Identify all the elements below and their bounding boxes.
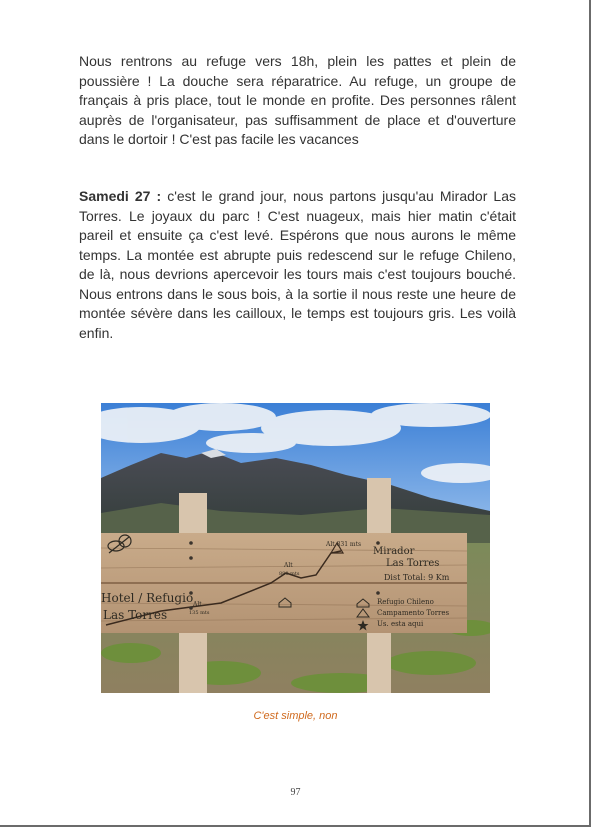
sign-legend3: Us. esta aqui bbox=[377, 620, 424, 628]
day-heading: Samedi 27 : bbox=[79, 188, 162, 204]
sign-legend2: Campamento Torres bbox=[377, 609, 450, 617]
sign-alt1-value: 135 mts bbox=[189, 610, 210, 616]
sign-right-line2: Las Torres bbox=[386, 558, 440, 569]
sign-left-line2: Las Torres bbox=[103, 608, 168, 622]
sign-legend1: Refugio Chileno bbox=[377, 598, 434, 606]
sign-right-line1: Mirador bbox=[373, 546, 415, 557]
paragraph-samedi-text: c'est le grand jour, nous partons jusqu'au Mirador Las Torres. Le joyaux du parc ! C'est nuageux, mais hier matin c'était pareil et ensuite ça c'est levé. Espérons que nous aurons le même temps. La montée est abrupte puis redescend sur le refuge Chileno, de là, nous devrions apercevoir les tours mais c'est toujours bouché. Nous entrons dans le sous bois, à la sortie il nous reste une heure de montée sévère dans les cailloux, le temps est toujours gris. Les voilà enfin. bbox=[79, 188, 516, 341]
paragraph-refuge: Nous rentrons au refuge vers 18h, plein les pattes et plein de poussière ! La douche sera réparatrice. Au refuge, un groupe de français à pris place, tout le monde en profite. Des personnes râlent auprès de l'organisateur, pas suffisamment de place et d'ouverture dans le dortoir ! C'est pas facile les vacances bbox=[79, 53, 516, 147]
page-number: 97 bbox=[290, 787, 301, 798]
sign-alt1: Alt bbox=[193, 601, 202, 608]
paragraph-samedi bbox=[79, 187, 516, 343]
sign-alt2-value: 880 mts bbox=[279, 571, 300, 577]
sign-left-line1: Hotel / Refugio bbox=[101, 591, 194, 605]
photo-caption: C'est simple, non bbox=[253, 710, 338, 722]
sign-alt2: Alt bbox=[284, 562, 293, 569]
trail-sign-photo bbox=[101, 403, 490, 693]
sign-alt3: Alt 831 mts bbox=[326, 541, 362, 548]
sign-distance: Dist Total: 9 Km bbox=[384, 573, 450, 582]
